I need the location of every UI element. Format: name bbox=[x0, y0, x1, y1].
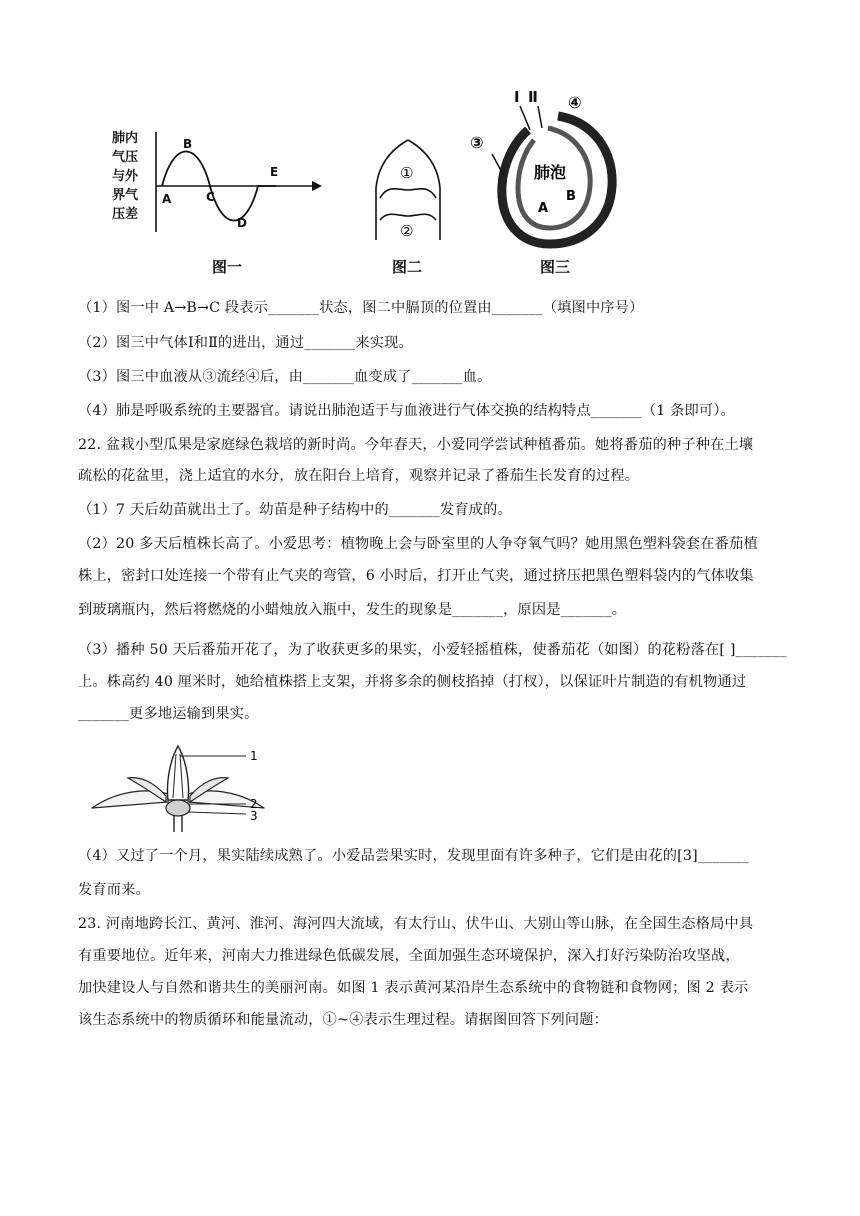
diaphragm-upper bbox=[380, 189, 436, 198]
ylabel-line-3: 与外 bbox=[112, 169, 139, 184]
q22-part-3-line-3: _______更多地运输到果实。 bbox=[78, 706, 259, 722]
q22-stem-1: 22. 盆栽小型瓜果是家庭绿色栽培的新时尚。今年春天，小爱同学尝试种植番茄。她将番茄的种子种在土壤 bbox=[78, 437, 754, 453]
ylabel-line-2: 气压 bbox=[112, 150, 139, 165]
q22-part-3-line-2: 上。株高约 40 厘米时，她给植株搭上支架，并将多余的侧枝掐掉（打杈），以保证叶片制造的有机物通过 bbox=[78, 674, 747, 690]
flower-label-3: 3 bbox=[250, 809, 258, 823]
q21-part-4: （4）肺是呼吸系统的主要器官。请说出肺泡适于与血液进行气体交换的结构特点_______（1 条即可）。 bbox=[78, 403, 736, 419]
flower-label-1: 1 bbox=[250, 749, 258, 763]
tomato-flower-figure bbox=[88, 742, 268, 834]
figure-2-caption: 图二 bbox=[392, 258, 423, 276]
q22-stem-2: 疏松的花盆里，浇上适宜的水分，放在阳台上培育，观察并记录了番茄生长发育的过程。 bbox=[78, 468, 640, 484]
flower-label-2: 2 bbox=[250, 797, 258, 811]
q23-stem-2: 有重要地位。近年来，河南大力推进绿色低碳发展，全面加强生态环境保护，深入打好污染防治攻坚战， bbox=[78, 948, 740, 964]
q21-part-2: （2）图三中气体Ⅰ和Ⅱ的进出，通过_______来实现。 bbox=[78, 335, 413, 351]
stamen-cone bbox=[167, 746, 188, 800]
point-e: E bbox=[270, 165, 279, 179]
q21-part-1: （1）图一中 A→B→C 段表示_______状态，图二中膈顶的位置由_______（填图中序号） bbox=[78, 300, 644, 316]
gas-2-label: Ⅱ bbox=[528, 88, 538, 106]
ylabel-line-4: 界气 bbox=[112, 188, 139, 203]
q22-part-1: （1）7 天后幼苗就出土了。幼苗是种子结构中的_______发育成的。 bbox=[78, 502, 512, 518]
figure-1-ylabel bbox=[112, 130, 139, 222]
alveolus-label: 肺泡 bbox=[534, 163, 567, 182]
figure-3-caption: 图三 bbox=[540, 258, 571, 276]
gas-1-arrow bbox=[520, 106, 530, 130]
label-a: A bbox=[538, 201, 549, 216]
q22-part-2-line-2: 株上，密封口处连接一个带有止气夹的弯管，6 小时后，打开止气夹，通过挤压把黑色塑料袋内的气体收集 bbox=[78, 568, 754, 584]
pedicel bbox=[174, 816, 182, 832]
diaphragm-lower bbox=[380, 214, 436, 220]
label-4: ④ bbox=[568, 93, 582, 112]
point-b: B bbox=[183, 137, 193, 151]
point-a: A bbox=[162, 192, 172, 206]
q23-stem-3: 加快建设人与自然和谐共生的美丽河南。如图 1 表示黄河某沿岸生态系统中的食物链和食物网；图 2 表示 bbox=[78, 980, 749, 996]
label-b: B bbox=[566, 189, 576, 204]
ovary bbox=[166, 800, 190, 816]
figure-3-alveolus bbox=[466, 82, 626, 250]
q22-part-2-line-3: 到玻璃瓶内，然后将燃烧的小蜡烛放入瓶中，发生的现象是_______，原因是_______。 bbox=[78, 602, 627, 618]
q22-part-4-line-2: 发育而来。 bbox=[78, 882, 150, 898]
label-2: ② bbox=[400, 222, 414, 240]
figure-1-pressure-curve bbox=[110, 128, 330, 238]
ylabel-line-5: 压差 bbox=[112, 207, 139, 222]
ylabel-line-1: 肺内 bbox=[112, 131, 139, 146]
q21-part-3: （3）图三中血液从③流经④后，由_______血变成了_______血。 bbox=[78, 369, 492, 385]
label-1: ① bbox=[400, 164, 414, 182]
leader-3 bbox=[188, 812, 246, 814]
x-axis-arrow bbox=[312, 181, 322, 191]
label-3: ③ bbox=[470, 133, 484, 152]
gas-labels bbox=[514, 88, 538, 106]
q23-stem-1: 23. 河南地跨长江、黄河、淮河、海河四大流域，有太行山、伏牛山、大别山等山脉，在全国生态格局中具 bbox=[78, 916, 754, 932]
q22-part-4-line-1: （4）又过了一个月，果实陆续成熟了。小爱品尝果实时，发现里面有许多种子，它们是由花的[3]_______ bbox=[78, 848, 749, 864]
q22-part-3-line-1: （3）播种 50 天后番茄开花了，为了收获更多的果实，小爱轻摇植株，使番茄花（如图）的花粉落在[ ]_______ bbox=[78, 642, 787, 658]
q22-part-2-line-1: （2）20 多天后植株长高了。小爱思考：植物晚上会与卧室里的人争夺氧气吗？她用黑色塑料袋套在番茄植 bbox=[78, 536, 758, 552]
point-c: C bbox=[206, 190, 215, 204]
figure-2-diaphragm bbox=[370, 136, 446, 244]
point-d: D bbox=[237, 216, 247, 230]
figure-1-caption: 图一 bbox=[212, 258, 243, 276]
q23-stem-4: 该生态系统中的物质循环和能量流动，①~④表示生理过程。请据图回答下列问题： bbox=[78, 1012, 609, 1028]
gas-2-arrow bbox=[538, 106, 542, 128]
gas-1-label: Ⅰ bbox=[514, 88, 520, 106]
